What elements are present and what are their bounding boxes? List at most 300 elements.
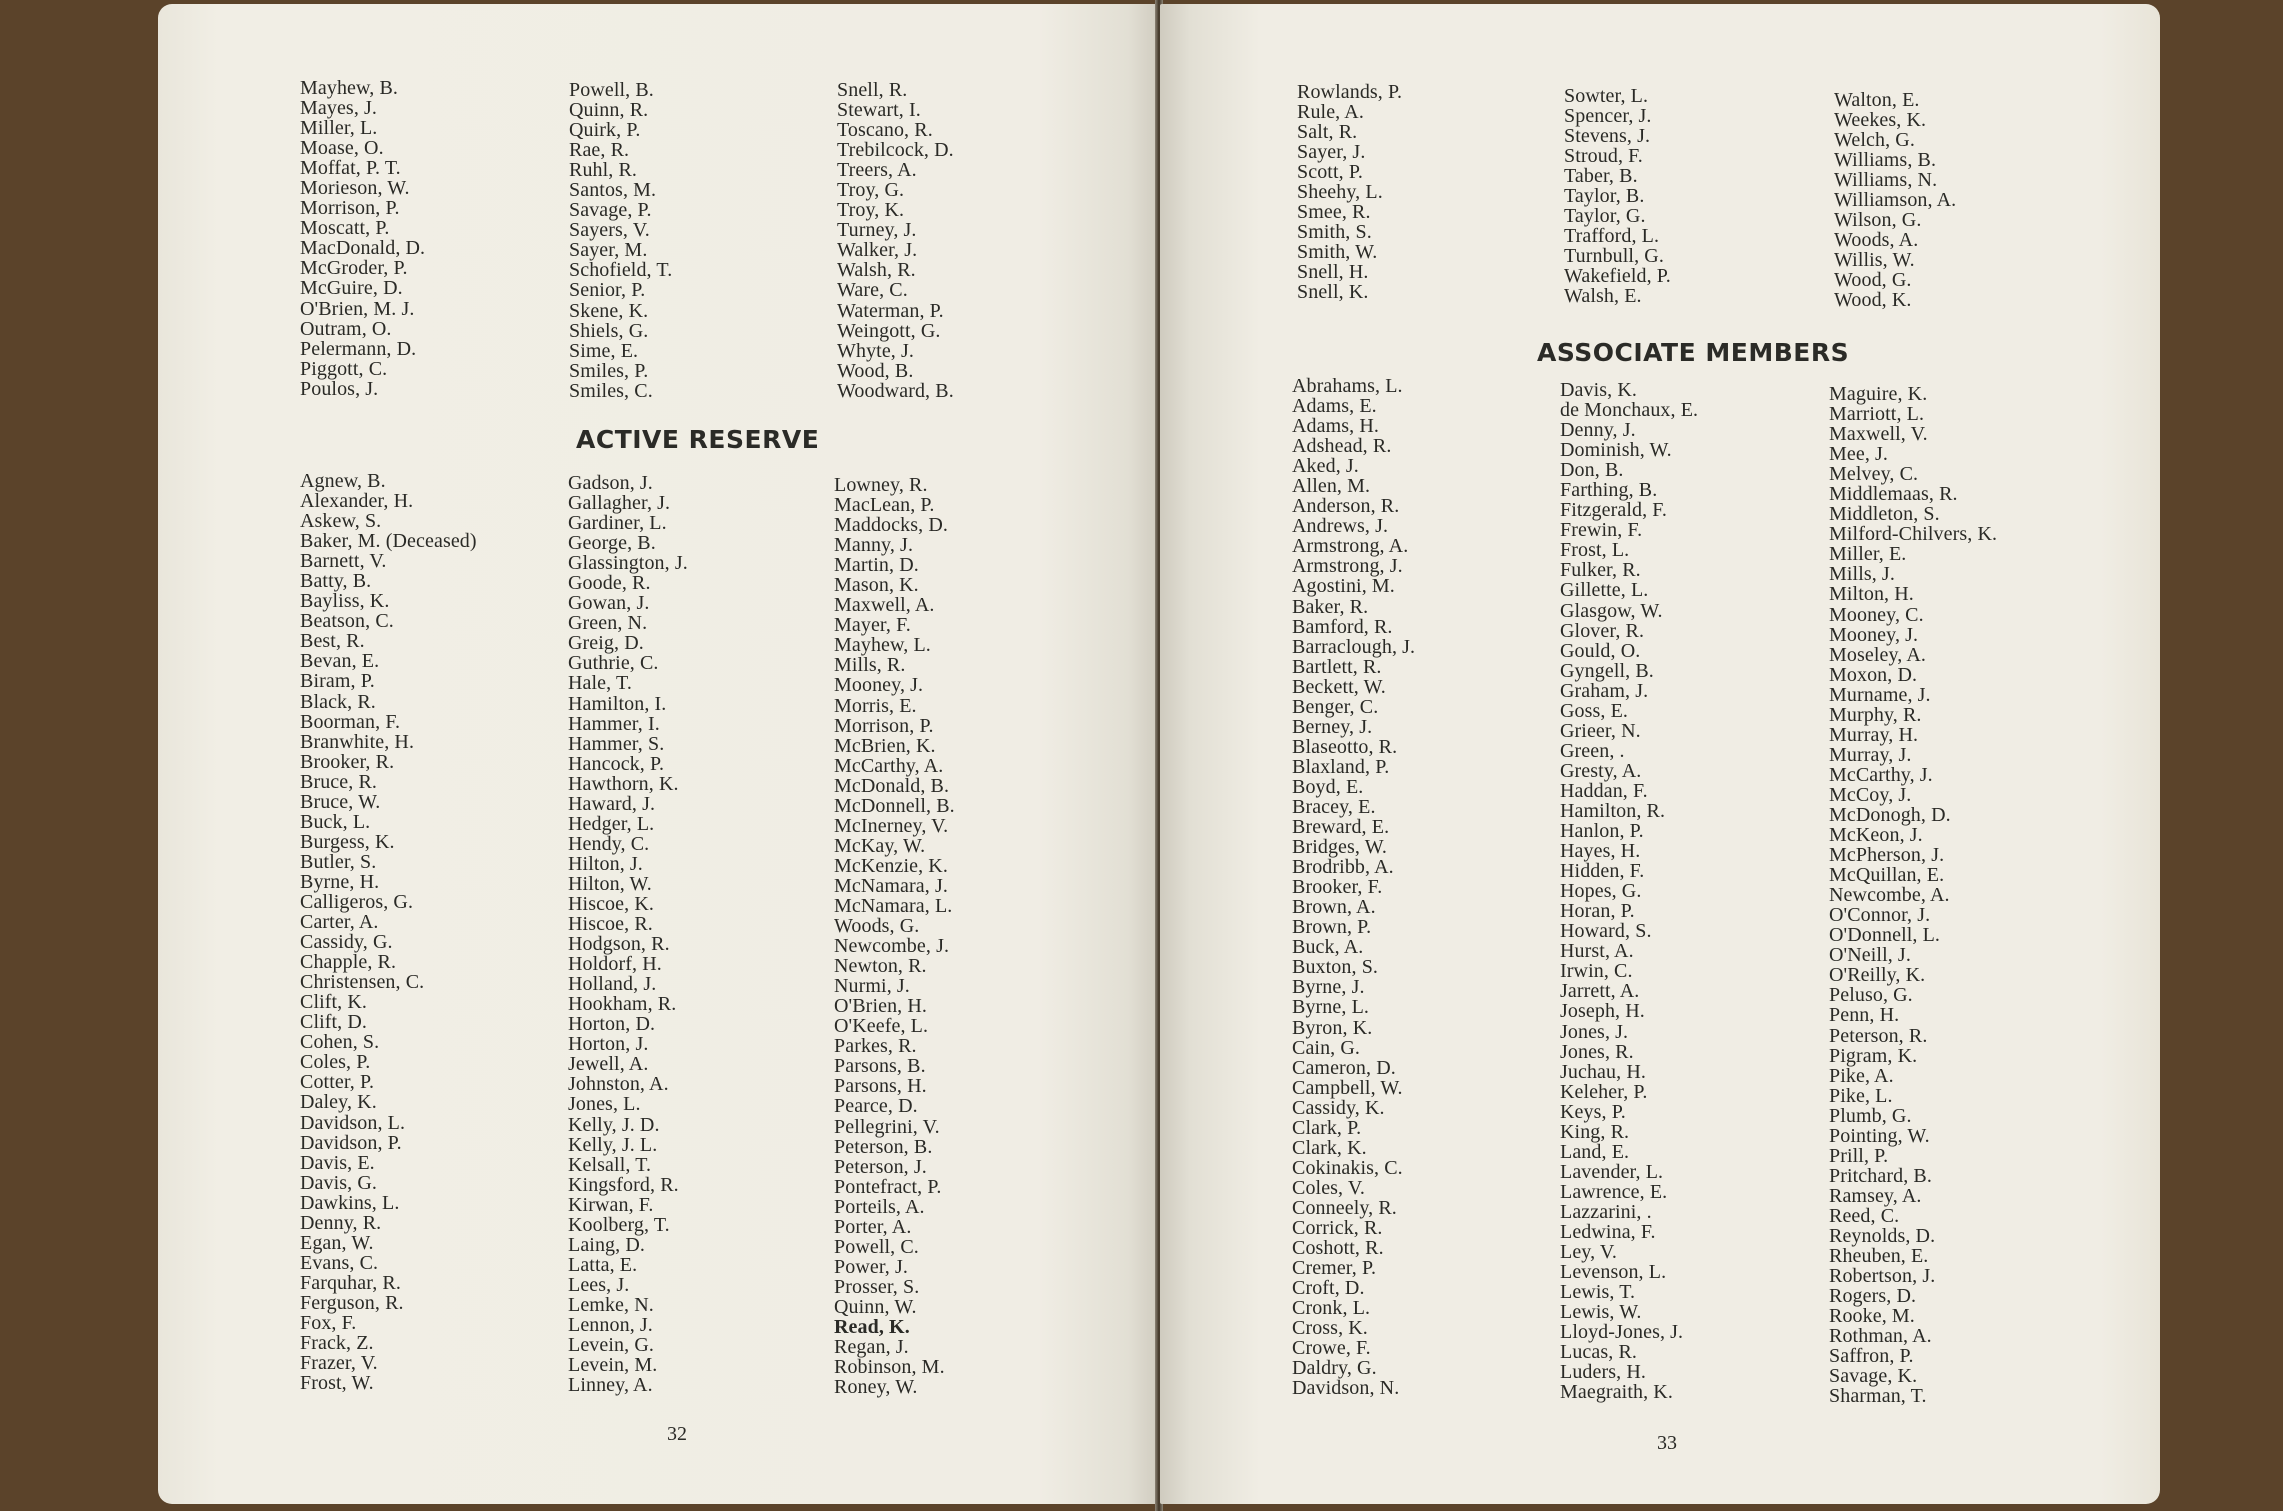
member-name: Cronk, L. xyxy=(1292,1297,1371,1320)
member-name: Hookham, R. xyxy=(568,993,677,1016)
member-name: Newton, R. xyxy=(834,955,927,978)
member-name: Maegraith, K. xyxy=(1560,1381,1673,1404)
member-name: Fox, F. xyxy=(300,1311,357,1334)
member-name: Saffron, P. xyxy=(1829,1345,1914,1368)
member-name: Savage, P. xyxy=(569,199,652,222)
member-name: Lees, J. xyxy=(568,1273,630,1296)
member-name: Toscano, R. xyxy=(837,119,933,142)
member-name: Farthing, B. xyxy=(1560,479,1658,502)
member-name: Byrne, L. xyxy=(1292,996,1369,1019)
member-name: Snell, R. xyxy=(837,79,908,101)
member-name: Ledwina, F. xyxy=(1560,1220,1656,1243)
member-name: Lawrence, E. xyxy=(1560,1180,1668,1203)
member-name: Mason, K. xyxy=(834,574,919,597)
member-name: Wakefield, P. xyxy=(1564,265,1671,288)
member-name: Burgess, K. xyxy=(300,830,395,853)
member-name: Welch, G. xyxy=(1834,129,1915,152)
member-name: Cain, G. xyxy=(1292,1036,1361,1059)
member-name: Ruhl, R. xyxy=(569,159,638,182)
member-name: Gowan, J. xyxy=(568,592,650,615)
member-name: Mooney, J. xyxy=(1829,623,1919,646)
member-name: Fitzgerald, F. xyxy=(1560,499,1668,522)
member-name: Roney, W. xyxy=(834,1376,918,1399)
member-name: Don, B. xyxy=(1560,459,1624,482)
member-name: Read, K. xyxy=(834,1315,910,1338)
member-name: McPherson, J. xyxy=(1829,844,1945,867)
member-name: Koolberg, T. xyxy=(568,1213,670,1236)
member-name: Parsons, B. xyxy=(834,1055,926,1078)
member-name: Schofield, T. xyxy=(569,259,673,282)
right-top-column-1 xyxy=(1297,82,1402,303)
member-name: Bartlett, R. xyxy=(1292,655,1382,678)
member-name: Quinn, W. xyxy=(834,1295,917,1318)
member-name: Clark, K. xyxy=(1292,1136,1367,1159)
member-name: Jones, R. xyxy=(1560,1040,1634,1063)
member-name: Lazzarini, . xyxy=(1560,1200,1652,1223)
member-name: Hedger, L. xyxy=(568,812,655,835)
member-name: Moxon, D. xyxy=(1829,663,1918,686)
member-name: McKeon, J. xyxy=(1829,824,1923,847)
member-name: Powell, B. xyxy=(569,79,654,101)
member-name: Walsh, E. xyxy=(1564,285,1642,308)
member-name: Jarrett, A. xyxy=(1560,980,1640,1003)
member-name: Grieer, N. xyxy=(1560,719,1641,742)
member-name: Hilton, J. xyxy=(568,852,643,875)
member-name: Adams, H. xyxy=(1292,415,1380,438)
member-name: Moseley, A. xyxy=(1829,643,1927,666)
member-name: Baker, M. (Deceased) xyxy=(300,530,477,553)
member-name: Batty, B. xyxy=(300,570,372,593)
member-name: Pike, A. xyxy=(1829,1064,1894,1087)
member-name: Whyte, J. xyxy=(837,339,914,362)
member-name: Willis, W. xyxy=(1834,249,1915,272)
member-name: Lewis, T. xyxy=(1560,1281,1636,1304)
member-name: Salt, R. xyxy=(1297,121,1358,144)
member-name: Cassidy, G. xyxy=(300,931,393,954)
member-name: Davidson, P. xyxy=(300,1131,402,1154)
member-name: Coles, V. xyxy=(1292,1176,1365,1199)
active-reserve-column-2 xyxy=(568,473,688,1395)
member-name: Bayliss, K. xyxy=(300,590,390,613)
member-name: Campbell, W. xyxy=(1292,1076,1403,1099)
member-name: Buxton, S. xyxy=(1292,956,1379,979)
member-name: Smith, W. xyxy=(1297,241,1378,264)
member-name: Glasgow, W. xyxy=(1560,599,1663,622)
member-name: Frewin, F. xyxy=(1560,519,1643,542)
member-name: Lavender, L. xyxy=(1560,1160,1664,1183)
member-name: Glassington, J. xyxy=(568,552,688,575)
member-name: Skene, K. xyxy=(569,299,649,322)
member-name: Williams, N. xyxy=(1834,169,1938,192)
member-name: Woods, A. xyxy=(1834,229,1919,252)
member-name: Rogers, D. xyxy=(1829,1285,1917,1308)
member-name: Davis, E. xyxy=(300,1151,375,1174)
member-name: Bridges, W. xyxy=(1292,836,1387,859)
member-name: Murray, J. xyxy=(1829,743,1912,766)
member-name: Aked, J. xyxy=(1292,455,1359,478)
member-name: Davidson, N. xyxy=(1292,1377,1400,1400)
member-name: Byrne, H. xyxy=(300,870,380,893)
member-name: Joseph, H. xyxy=(1560,1000,1645,1023)
member-name: Sayers, V. xyxy=(569,219,650,242)
member-name: Carter, A. xyxy=(300,911,379,934)
member-name: Melvey, C. xyxy=(1829,463,1919,486)
member-name: Penn, H. xyxy=(1829,1004,1900,1027)
member-name: Stroud, F. xyxy=(1564,145,1643,168)
member-name: Holland, J. xyxy=(568,973,657,996)
member-name: Anderson, R. xyxy=(1292,495,1400,518)
associate-column-3 xyxy=(1829,384,1997,1406)
member-name: Rowlands, P. xyxy=(1297,81,1403,103)
member-name: Middlemaas, R. xyxy=(1829,483,1958,506)
member-name: Gillette, L. xyxy=(1560,579,1649,602)
member-name: Agnew, B. xyxy=(300,470,386,492)
member-name: Linney, A. xyxy=(568,1374,653,1397)
active-reserve-column-3 xyxy=(834,475,955,1397)
member-name: Hamilton, I. xyxy=(568,692,667,715)
member-name: Cross, K. xyxy=(1292,1317,1368,1340)
member-name: Martin, D. xyxy=(834,554,919,577)
member-name: Mayes, J. xyxy=(300,97,378,120)
member-name: Hidden, F. xyxy=(1560,860,1645,883)
member-name: McDonnell, B. xyxy=(834,794,955,817)
member-name: Hiscoe, K. xyxy=(568,892,654,915)
member-name: Clift, K. xyxy=(300,991,368,1014)
member-name: Brooker, F. xyxy=(1292,876,1383,899)
member-name: Kelsall, T. xyxy=(568,1153,652,1176)
member-name: Morrison, P. xyxy=(300,197,400,220)
member-name: Barnett, V. xyxy=(300,550,387,573)
member-name: Savage, K. xyxy=(1829,1365,1918,1388)
member-name: Lewis, W. xyxy=(1560,1301,1642,1324)
member-name: Guthrie, C. xyxy=(568,652,659,675)
member-name: Biram, P. xyxy=(300,670,375,693)
member-name: Brodribb, A. xyxy=(1292,856,1394,879)
member-name: Williamson, A. xyxy=(1834,189,1957,212)
member-name: Shiels, G. xyxy=(569,319,649,342)
member-name: Armstrong, A. xyxy=(1292,535,1409,558)
member-name: Parkes, R. xyxy=(834,1035,917,1058)
member-name: Outram, O. xyxy=(300,317,392,340)
member-name: McQuillan, E. xyxy=(1829,864,1945,887)
member-name: Wood, K. xyxy=(1834,289,1912,312)
member-name: Agostini, M. xyxy=(1292,575,1395,598)
member-name: Troy, K. xyxy=(837,199,905,222)
member-name: Bruce, R. xyxy=(300,770,377,793)
member-name: Gardiner, L. xyxy=(568,512,667,535)
member-name: Lennon, J. xyxy=(568,1313,653,1336)
member-name: Miller, E. xyxy=(1829,543,1907,566)
member-name: Sharman, T. xyxy=(1829,1385,1927,1408)
member-name: Hammer, S. xyxy=(568,732,665,755)
member-name: Calligeros, G. xyxy=(300,890,414,913)
member-name: McCoy, J. xyxy=(1829,783,1912,806)
member-name: Latta, E. xyxy=(568,1253,638,1276)
left-top-column-3 xyxy=(837,80,954,401)
member-name: Clark, P. xyxy=(1292,1116,1362,1139)
member-name: Sayer, M. xyxy=(569,239,648,262)
member-name: Moase, O. xyxy=(300,137,384,160)
active-reserve-heading: ACTIVE RESERVE xyxy=(576,425,820,454)
member-name: Maxwell, V. xyxy=(1829,423,1928,446)
member-name: Cokinakis, C. xyxy=(1292,1156,1403,1179)
member-name: Abrahams, L. xyxy=(1292,375,1403,397)
member-name: Pritchard, B. xyxy=(1829,1164,1932,1187)
member-name: Sayer, J. xyxy=(1297,141,1366,164)
member-name: McNamara, J. xyxy=(834,874,948,897)
member-name: Askew, S. xyxy=(300,510,382,533)
member-name: Pellegrini, V. xyxy=(834,1115,940,1138)
member-name: Graham, J. xyxy=(1560,679,1649,702)
member-name: Quinn, R. xyxy=(569,99,649,122)
member-name: Plumb, G. xyxy=(1829,1104,1912,1127)
member-name: Walton, E. xyxy=(1834,89,1920,111)
member-name: Troy, G. xyxy=(837,179,905,202)
member-name: Blaxland, P. xyxy=(1292,755,1390,778)
member-name: Moffat, P. T. xyxy=(300,157,401,180)
member-name: McBrien, K. xyxy=(834,734,936,757)
member-name: Hawthorn, K. xyxy=(568,772,679,795)
member-name: Rooke, M. xyxy=(1829,1305,1915,1328)
member-name: Lloyd-Jones, J. xyxy=(1560,1321,1684,1344)
member-name: Murray, H. xyxy=(1829,723,1919,746)
member-name: Gallagher, J. xyxy=(568,492,671,515)
member-name: Daldry, G. xyxy=(1292,1357,1377,1380)
member-name: Chapple, R. xyxy=(300,951,397,974)
member-name: Poulos, J. xyxy=(300,377,379,400)
member-name: Turnbull, G. xyxy=(1564,245,1664,268)
member-name: Waterman, P. xyxy=(837,299,944,322)
member-name: Kirwan, F. xyxy=(568,1193,654,1216)
member-name: Robinson, M. xyxy=(834,1356,945,1379)
member-name: Bamford, R. xyxy=(1292,615,1393,638)
member-name: Horton, D. xyxy=(568,1013,656,1036)
member-name: Haward, J. xyxy=(568,792,656,815)
member-name: O'Brien, M. J. xyxy=(300,297,415,320)
member-name: Reynolds, D. xyxy=(1829,1224,1936,1247)
member-name: Breward, E. xyxy=(1292,816,1390,839)
member-name: Pointing, W. xyxy=(1829,1124,1930,1147)
member-name: Byrne, J. xyxy=(1292,976,1365,999)
member-name: MacDonald, D. xyxy=(300,237,426,260)
member-name: McKenzie, K. xyxy=(834,854,948,877)
member-name: Baker, R. xyxy=(1292,595,1369,618)
member-name: Smiles, P. xyxy=(569,359,649,382)
member-name: Hayes, H. xyxy=(1560,840,1641,863)
member-name: McDonogh, D. xyxy=(1829,803,1951,826)
member-name: Daley, K. xyxy=(300,1091,377,1114)
member-name: Denny, R. xyxy=(300,1211,382,1234)
member-name: McGuire, D. xyxy=(300,277,403,300)
left-top-column-2 xyxy=(569,80,672,401)
member-name: Davis, G. xyxy=(300,1171,378,1194)
left-top-column-1 xyxy=(300,78,425,399)
member-name: Mooney, J. xyxy=(834,674,924,697)
member-name: Armstrong, J. xyxy=(1292,555,1403,578)
member-name: Maxwell, A. xyxy=(834,594,935,617)
member-name: Juchau, H. xyxy=(1560,1060,1646,1083)
member-name: Morieson, W. xyxy=(300,177,410,200)
member-name: Morrison, P. xyxy=(834,714,934,737)
member-name: Beckett, W. xyxy=(1292,675,1386,698)
member-name: Dominish, W. xyxy=(1560,439,1672,462)
member-name: Wood, B. xyxy=(837,359,914,382)
member-name: Horton, J. xyxy=(568,1033,649,1056)
member-name: Irwin, C. xyxy=(1560,960,1633,983)
member-name: McCarthy, A. xyxy=(834,754,944,777)
member-name: Smith, S. xyxy=(1297,221,1372,244)
member-name: Johnston, A. xyxy=(568,1073,669,1096)
member-name: Fulker, R. xyxy=(1560,559,1641,582)
member-name: Jewell, A. xyxy=(568,1053,649,1076)
member-name: Smiles, C. xyxy=(569,379,653,402)
member-name: Howard, S. xyxy=(1560,920,1652,943)
member-name: Gresty, A. xyxy=(1560,759,1642,782)
member-name: Allen, M. xyxy=(1292,475,1371,498)
associate-members-heading: ASSOCIATE MEMBERS xyxy=(1537,338,1850,367)
member-name: Williams, B. xyxy=(1834,149,1937,172)
member-name: Mills, R. xyxy=(834,654,906,677)
member-name: Morris, E. xyxy=(834,694,917,717)
member-name: Snell, H. xyxy=(1297,261,1369,284)
member-name: Blaseotto, R. xyxy=(1292,735,1398,758)
member-name: Hilton, W. xyxy=(568,872,652,895)
member-name: McInerney, V. xyxy=(834,814,949,837)
member-name: Rule, A. xyxy=(1297,101,1364,124)
member-name: Denny, J. xyxy=(1560,419,1636,442)
member-name: Mayer, F. xyxy=(834,614,911,637)
member-name: Hurst, A. xyxy=(1560,940,1634,963)
member-name: Mayhew, L. xyxy=(834,634,931,657)
member-name: Moscatt, P. xyxy=(300,217,390,240)
member-name: Hale, T. xyxy=(568,672,632,695)
member-name: Hancock, P. xyxy=(568,752,665,775)
member-name: Greig, D. xyxy=(568,632,644,655)
member-name: Prosser, S. xyxy=(834,1275,920,1298)
associate-column-2 xyxy=(1560,380,1698,1402)
member-name: Middleton, S. xyxy=(1829,503,1940,526)
member-name: Peluso, G. xyxy=(1829,984,1913,1007)
member-name: Dawkins, L. xyxy=(300,1191,400,1214)
member-name: Brown, A. xyxy=(1292,896,1376,919)
member-name: Gyngell, B. xyxy=(1560,659,1654,682)
member-name: Frazer, V. xyxy=(300,1352,378,1375)
member-name: Branwhite, H. xyxy=(300,730,415,753)
member-name: King, R. xyxy=(1560,1120,1630,1143)
member-name: Walsh, R. xyxy=(837,259,916,282)
member-name: Butler, S. xyxy=(300,850,377,873)
member-name: Horan, P. xyxy=(1560,900,1635,923)
member-name: Miller, L. xyxy=(300,117,378,140)
member-name: Stewart, I. xyxy=(837,99,921,122)
member-name: Maguire, K. xyxy=(1829,383,1928,405)
member-name: McDonald, B. xyxy=(834,774,950,797)
member-name: Buck, L. xyxy=(300,810,371,833)
member-name: Beatson, C. xyxy=(300,610,394,633)
active-reserve-column-1 xyxy=(300,471,477,1393)
member-name: O'Connor, J. xyxy=(1829,904,1931,927)
member-name: McKay, W. xyxy=(834,834,926,857)
member-name: Bevan, E. xyxy=(300,650,380,673)
member-name: Rheuben, E. xyxy=(1829,1245,1929,1268)
page-number-right: 33 xyxy=(1657,1432,1677,1454)
member-name: Marriott, L. xyxy=(1829,403,1925,426)
member-name: Black, R. xyxy=(300,690,376,713)
member-name: MacLean, P. xyxy=(834,494,935,517)
member-name: Manny, J. xyxy=(834,534,914,557)
member-name: Pike, L. xyxy=(1829,1084,1893,1107)
member-name: Porteils, A. xyxy=(834,1195,925,1218)
member-name: Power, J. xyxy=(834,1255,908,1278)
member-name: Newcombe, A. xyxy=(1829,884,1950,907)
member-name: Porter, A. xyxy=(834,1215,912,1238)
member-name: Mooney, C. xyxy=(1829,603,1924,626)
member-name: Taylor, G. xyxy=(1564,205,1646,228)
member-name: Mayhew, B. xyxy=(300,77,399,99)
member-name: Frost, W. xyxy=(300,1372,374,1395)
member-name: O'Brien, H. xyxy=(834,995,928,1018)
member-name: Andrews, J. xyxy=(1292,515,1389,538)
member-name: Regan, J. xyxy=(834,1336,909,1359)
member-name: Trebilcock, D. xyxy=(837,139,954,162)
member-name: Hamilton, R. xyxy=(1560,799,1666,822)
member-name: Mee, J. xyxy=(1829,443,1889,466)
member-name: Benger, C. xyxy=(1292,695,1379,718)
member-name: Green, N. xyxy=(568,612,648,635)
member-name: Wilson, G. xyxy=(1834,209,1922,232)
member-name: Woods, G. xyxy=(834,915,920,938)
member-name: Rae, R. xyxy=(569,139,630,162)
right-top-column-3 xyxy=(1834,90,1956,311)
member-name: Kelly, J. L. xyxy=(568,1133,658,1156)
member-name: de Monchaux, E. xyxy=(1560,399,1699,422)
member-name: Brooker, R. xyxy=(300,750,395,773)
member-name: Maddocks, D. xyxy=(834,514,948,537)
member-name: Ware, C. xyxy=(837,279,908,302)
member-name: Bracey, E. xyxy=(1292,795,1376,818)
member-name: Evans, C. xyxy=(300,1251,379,1274)
member-name: Newcombe, J. xyxy=(834,935,950,958)
member-name: Kelly, J. D. xyxy=(568,1113,660,1136)
member-name: Weingott, G. xyxy=(837,319,941,342)
member-name: Laing, D. xyxy=(568,1233,645,1256)
member-name: Levein, G. xyxy=(568,1334,654,1357)
member-name: Christensen, C. xyxy=(300,971,425,994)
member-name: Parsons, H. xyxy=(834,1075,927,1098)
member-name: Coles, P. xyxy=(300,1051,371,1074)
member-name: Sheehy, L. xyxy=(1297,181,1383,204)
member-name: Adshead, R. xyxy=(1292,435,1392,458)
member-name: Adams, E. xyxy=(1292,395,1377,418)
member-name: Milton, H. xyxy=(1829,583,1914,606)
member-name: Murname, J. xyxy=(1829,683,1931,706)
member-name: Cremer, P. xyxy=(1292,1257,1377,1280)
member-name: Taber, B. xyxy=(1564,165,1638,188)
member-name: Peterson, R. xyxy=(1829,1024,1928,1047)
member-name: Trafford, L. xyxy=(1564,225,1660,248)
member-name: Hiscoe, R. xyxy=(568,913,653,936)
member-name: Milford-Chilvers, K. xyxy=(1829,523,1998,546)
member-name: Piggott, C. xyxy=(300,357,388,380)
member-name: Hendy, C. xyxy=(568,832,650,855)
member-name: Haddan, F. xyxy=(1560,779,1648,802)
member-name: Byron, K. xyxy=(1292,1016,1373,1039)
member-name: Senior, P. xyxy=(569,279,646,302)
member-name: Mills, J. xyxy=(1829,563,1895,586)
member-name: O'Donnell, L. xyxy=(1829,924,1940,947)
member-name: Coshott, R. xyxy=(1292,1237,1384,1260)
member-name: Land, E. xyxy=(1560,1140,1630,1163)
